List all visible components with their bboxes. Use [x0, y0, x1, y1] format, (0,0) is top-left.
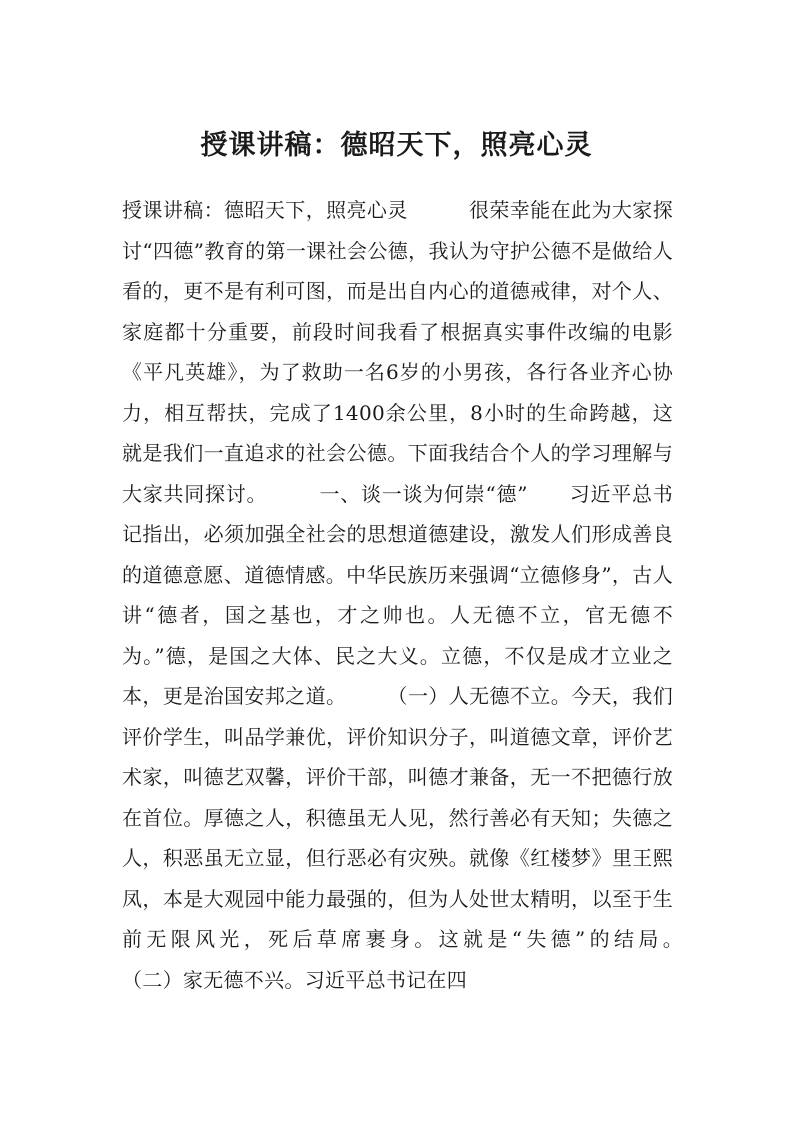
document-body-text: 授课讲稿：德昭天下，照亮心灵 很荣幸能在此为大家探讨“四德”教育的第一课社会公德，我认为守护公德不是做给人看的，更不是有利可图，而是出自内心的道德戒律，对个人、家庭都十分重要，前段时间我看了根据真实事件改编的电影《平凡英雄》，为了救助一名6岁的小男孩，各行各业齐心协力，相互帮扶，完成了1400余公里，8小时的生命跨越，这就是我们一直追求的社会公德。下面我结合个人的学习理解与大家共同探讨。 一、谈一谈为何崇“德” 习近平总书记指出，必须加强全社会的思想道德建设，激发人们形成善良的道德意愿、道德情感。中华民族历来强调“立德修身”，古人讲“德者，国之基也，才之帅也。人无德不立，官无德不为。”德，是国之大体、民之大义。立德，不仅是成才立业之本，更是治国安邦之道。 （一）人无德不立。今天，我们评价学生，叫品学兼优，评价知识分子，叫道德文章，评价艺术家，叫德艺双馨，评价干部，叫德才兼备，无一不把德行放在首位。厚德之人，积德虽无人见，然行善必有天知；失德之人，积恶虽无立显，但行恶必有灾殃。就像《红楼梦》里王熙凤，本是大观园中能力最强的，但为人处世太精明，以至于生前无限风光，死后草席裹身。这就是“失德”的结局。 （二）家无德不兴。习近平总书记在四	[122, 198, 734, 992]
document-title: 授课讲稿：德昭天下，照亮心灵	[200, 130, 593, 161]
